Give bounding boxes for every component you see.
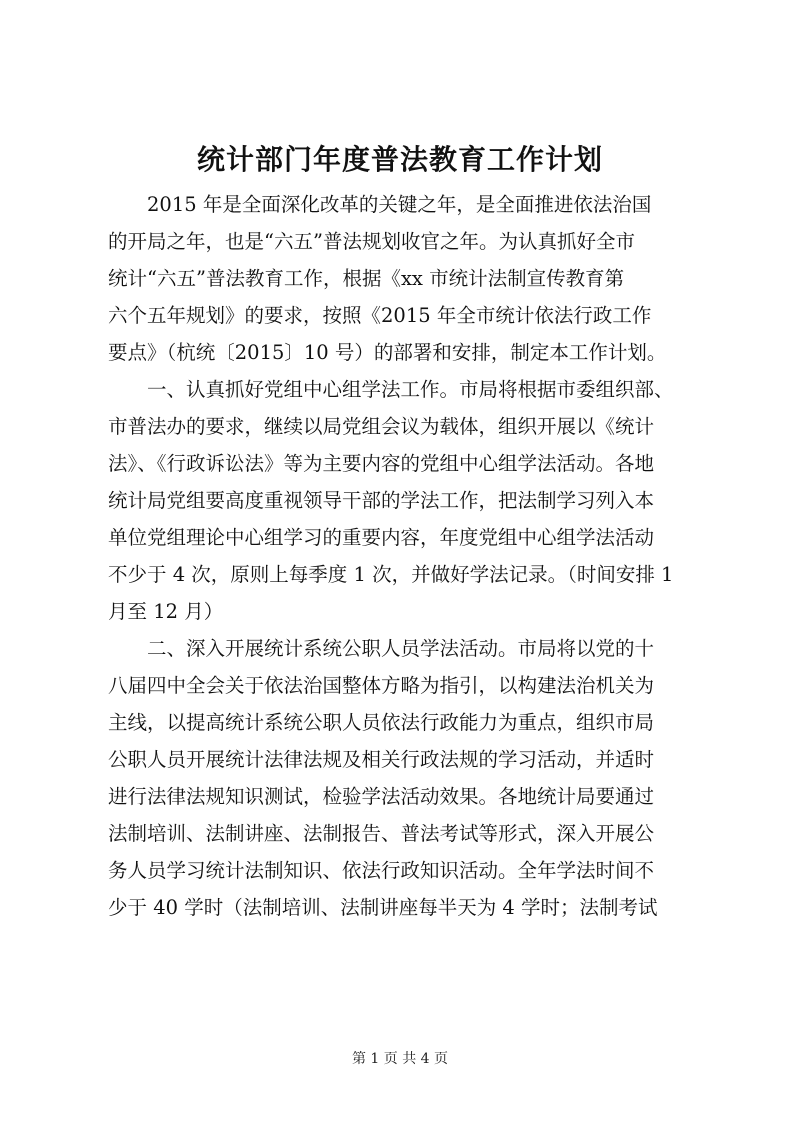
body-line: 公职人员开展统计法律法规及相关行政法规的学习活动，并适时 <box>108 748 655 771</box>
body-line: 市普法办的要求，继续以局党组会议为载体，组织开展以《统计 <box>108 415 655 438</box>
body-line: 统计“六五”普法教育工作，根据《xx 市统计法制宣传教育第 <box>108 267 625 290</box>
document-body <box>108 186 708 926</box>
body-line: 2015 年是全面深化改革的关键之年，是全面推进依法治国 <box>108 193 652 216</box>
body-line: 单位党组理论中心组学习的重要内容，年度党组中心组学法活动 <box>108 526 655 549</box>
body-line: 法制培训、法制讲座、法制报告、普法考试等形式，深入开展公 <box>108 822 655 845</box>
body-line: 进行法律法规知识测试，检验学法活动效果。各地统计局要通过 <box>108 785 655 808</box>
body-line: 的开局之年，也是“六五”普法规划收官之年。为认真抓好全市 <box>108 230 635 253</box>
body-line: 一、认真抓好党组中心组学法工作。市局将根据市委组织部、 <box>108 378 674 401</box>
body-line: 少于 40 学时（法制培训、法制讲座每半天为 4 学时；法制考试 <box>108 896 658 919</box>
document-title: 统计部门年度普法教育工作计划 <box>196 143 603 176</box>
body-line: 六个五年规划》的要求，按照《2015 年全市统计依法行政工作 <box>108 304 652 327</box>
page-number-footer: 第 1 页 共 4 页 <box>351 1051 449 1067</box>
body-line: 八届四中全会关于依法治国整体方略为指引，以构建法治机关为 <box>108 674 655 697</box>
body-line: 月至 12 月） <box>108 600 224 623</box>
body-line: 不少于 4 次，原则上每季度 1 次，并做好学法记录。（时间安排 1 <box>108 563 674 586</box>
body-line: 务人员学习统计法制知识、依法行政知识活动。全年学法时间不 <box>108 859 655 882</box>
body-line: 统计局党组要高度重视领导干部的学法工作，把法制学习列入本 <box>108 489 655 512</box>
body-line: 法》、《行政诉讼法》等为主要内容的党组中心组学法活动。各地 <box>108 452 655 475</box>
body-line: 二、深入开展统计系统公职人员学法活动。市局将以党的十 <box>108 637 655 660</box>
body-line: 主线，以提高统计系统公职人员依法行政能力为重点，组织市局 <box>108 711 655 734</box>
body-line: 要点》（杭统〔2015〕10 号）的部署和安排，制定本工作计划。 <box>108 341 667 364</box>
